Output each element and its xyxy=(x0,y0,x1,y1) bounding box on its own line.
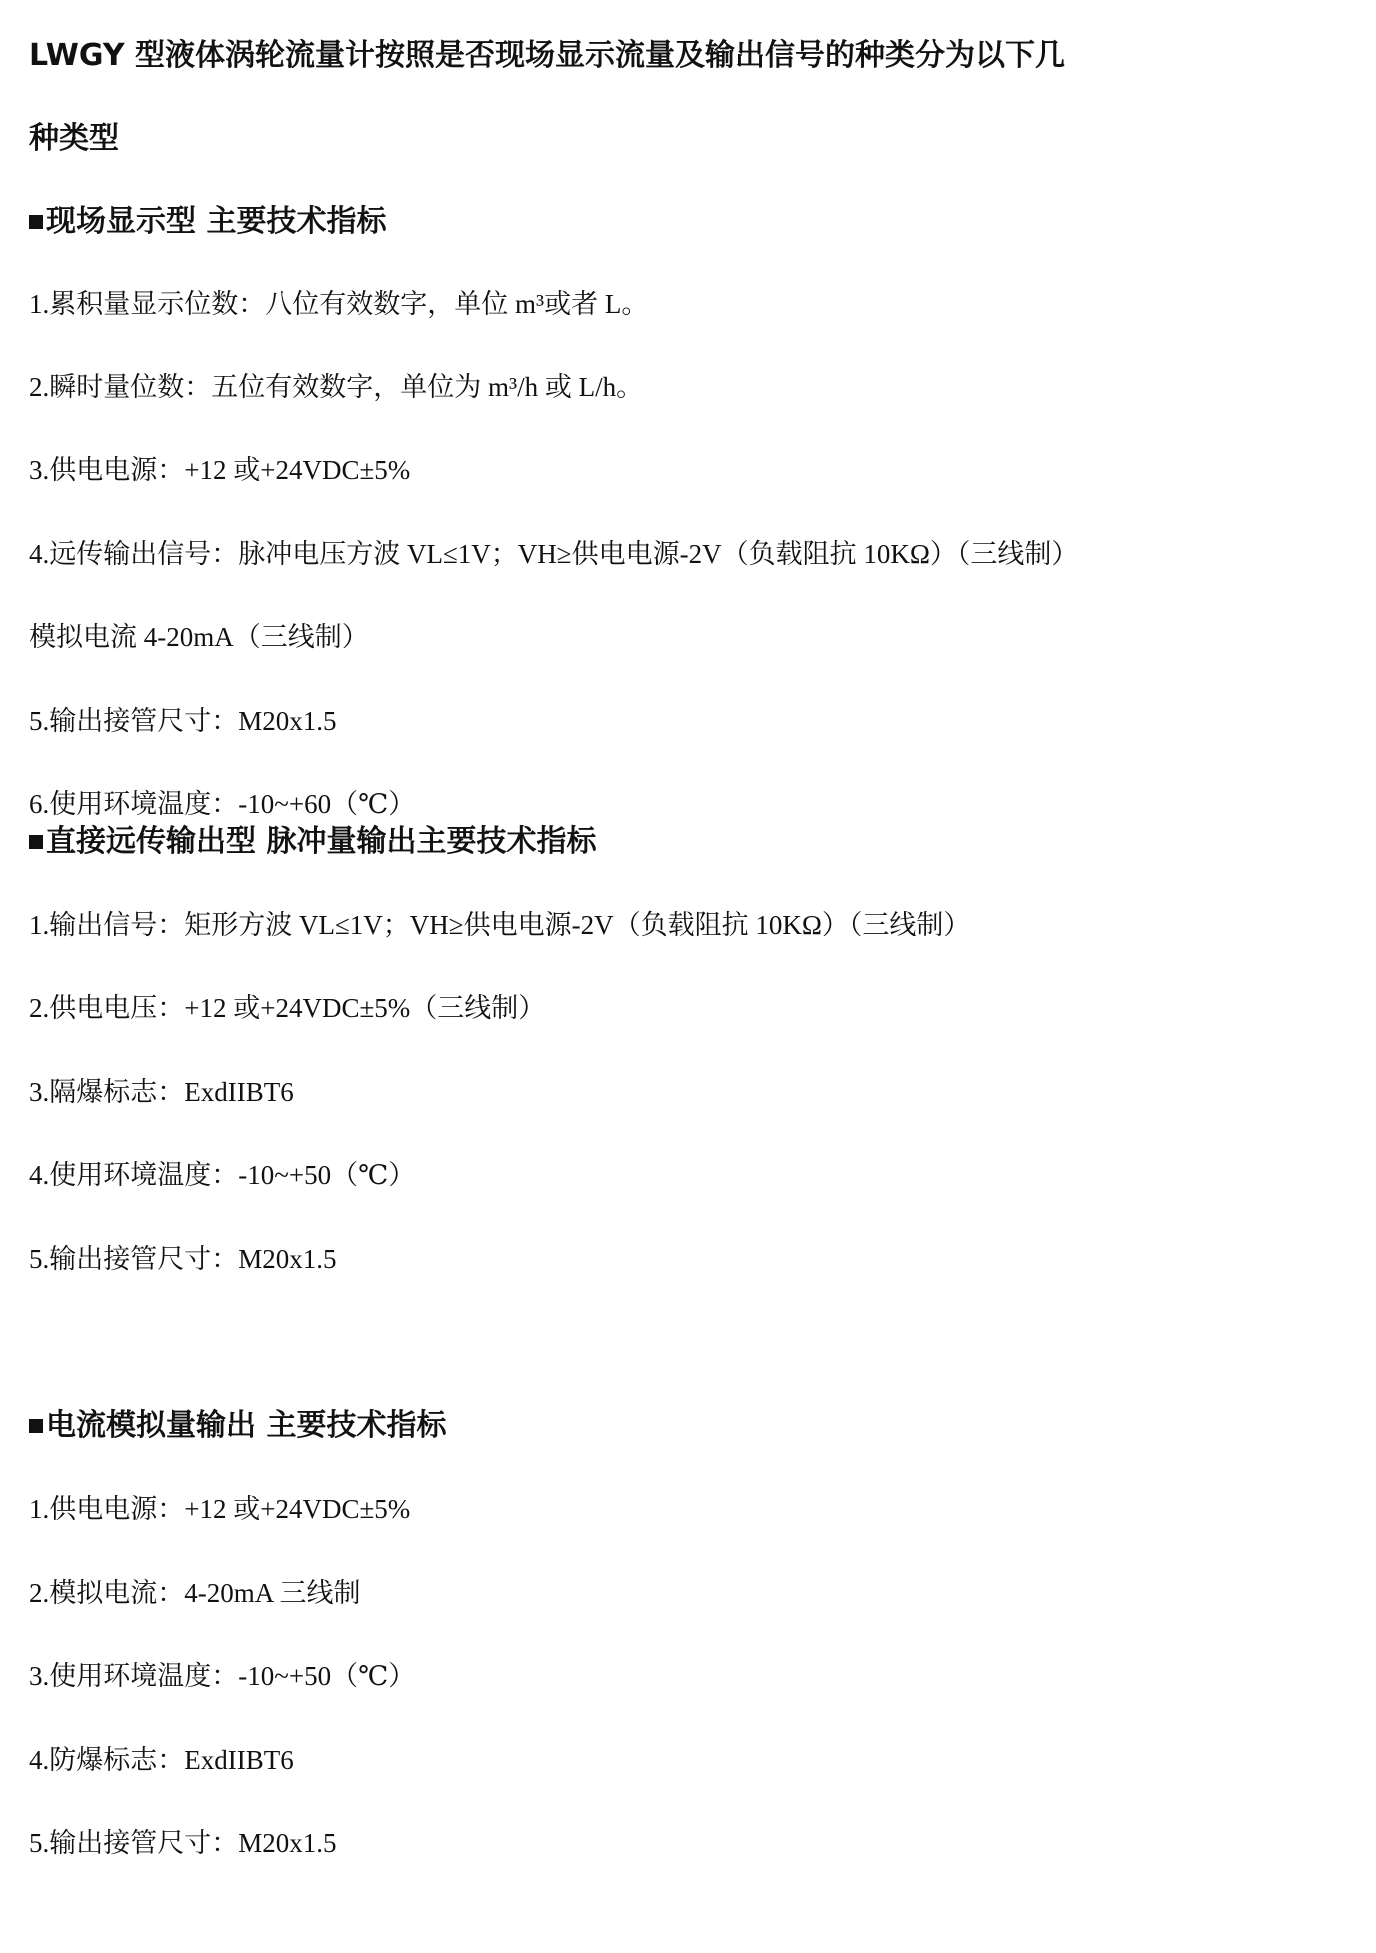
list-item: 3.隔爆标志：ExdIIBT6 xyxy=(29,1077,294,1107)
list-item: 1.输出信号：矩形方波 VL≤1V；VH≥供电电源-2V（负载阻抗 10KΩ）（三线制） xyxy=(29,910,971,940)
list-item: 1.供电电源：+12 或+24VDC±5% xyxy=(29,1494,411,1524)
list-item: 4.远传输出信号：脉冲电压方波 VL≤1V；VH≥供电电源-2V（负载阻抗 10KΩ）（三线制） xyxy=(29,539,1079,569)
list-item: 5.输出接管尺寸：M20x1.5 xyxy=(29,1244,337,1274)
section-heading-text: 现场显示型 主要技术指标 xyxy=(46,204,387,239)
section-heading-direct-remote-output xyxy=(29,816,596,860)
list-item: 5.输出接管尺寸：M20x1.5 xyxy=(29,1828,337,1858)
list-item: 5.输出接管尺寸：M20x1.5 xyxy=(29,706,337,736)
list-item: 4.防爆标志：ExdIIBT6 xyxy=(29,1745,294,1775)
document-title-line-1: LWGY 型液体涡轮流量计按照是否现场显示流量及输出信号的种类分为以下几 xyxy=(29,38,1066,73)
document-title-line-2: 种类型 xyxy=(29,121,119,156)
list-item: 2.瞬时量位数：五位有效数字，单位为 m³/h 或 L/h。 xyxy=(29,372,644,402)
list-item: 2.供电电压：+12 或+24VDC±5%（三线制） xyxy=(29,993,546,1023)
square-bullet-icon xyxy=(29,215,43,229)
section-heading-text: 直接远传输出型 脉冲量输出主要技术指标 xyxy=(46,824,597,859)
list-item: 1.累积量显示位数：八位有效数字，单位 m³或者 L。 xyxy=(29,289,649,319)
section-heading-text: 电流模拟量输出 主要技术指标 xyxy=(46,1408,447,1443)
section-heading-onsite-display xyxy=(29,196,386,240)
list-item: 3.供电电源：+12 或+24VDC±5% xyxy=(29,455,411,485)
section-heading-current-analog-output xyxy=(29,1400,446,1444)
square-bullet-icon xyxy=(29,835,43,849)
list-item: 6.使用环境温度：-10~+60（℃） xyxy=(29,789,416,819)
list-item: 4.使用环境温度：-10~+50（℃） xyxy=(29,1160,416,1190)
list-item: 3.使用环境温度：-10~+50（℃） xyxy=(29,1661,416,1691)
list-item: 2.模拟电流：4-20mA 三线制 xyxy=(29,1578,361,1608)
square-bullet-icon xyxy=(29,1419,43,1433)
list-item: 模拟电流 4-20mA（三线制） xyxy=(29,622,369,652)
